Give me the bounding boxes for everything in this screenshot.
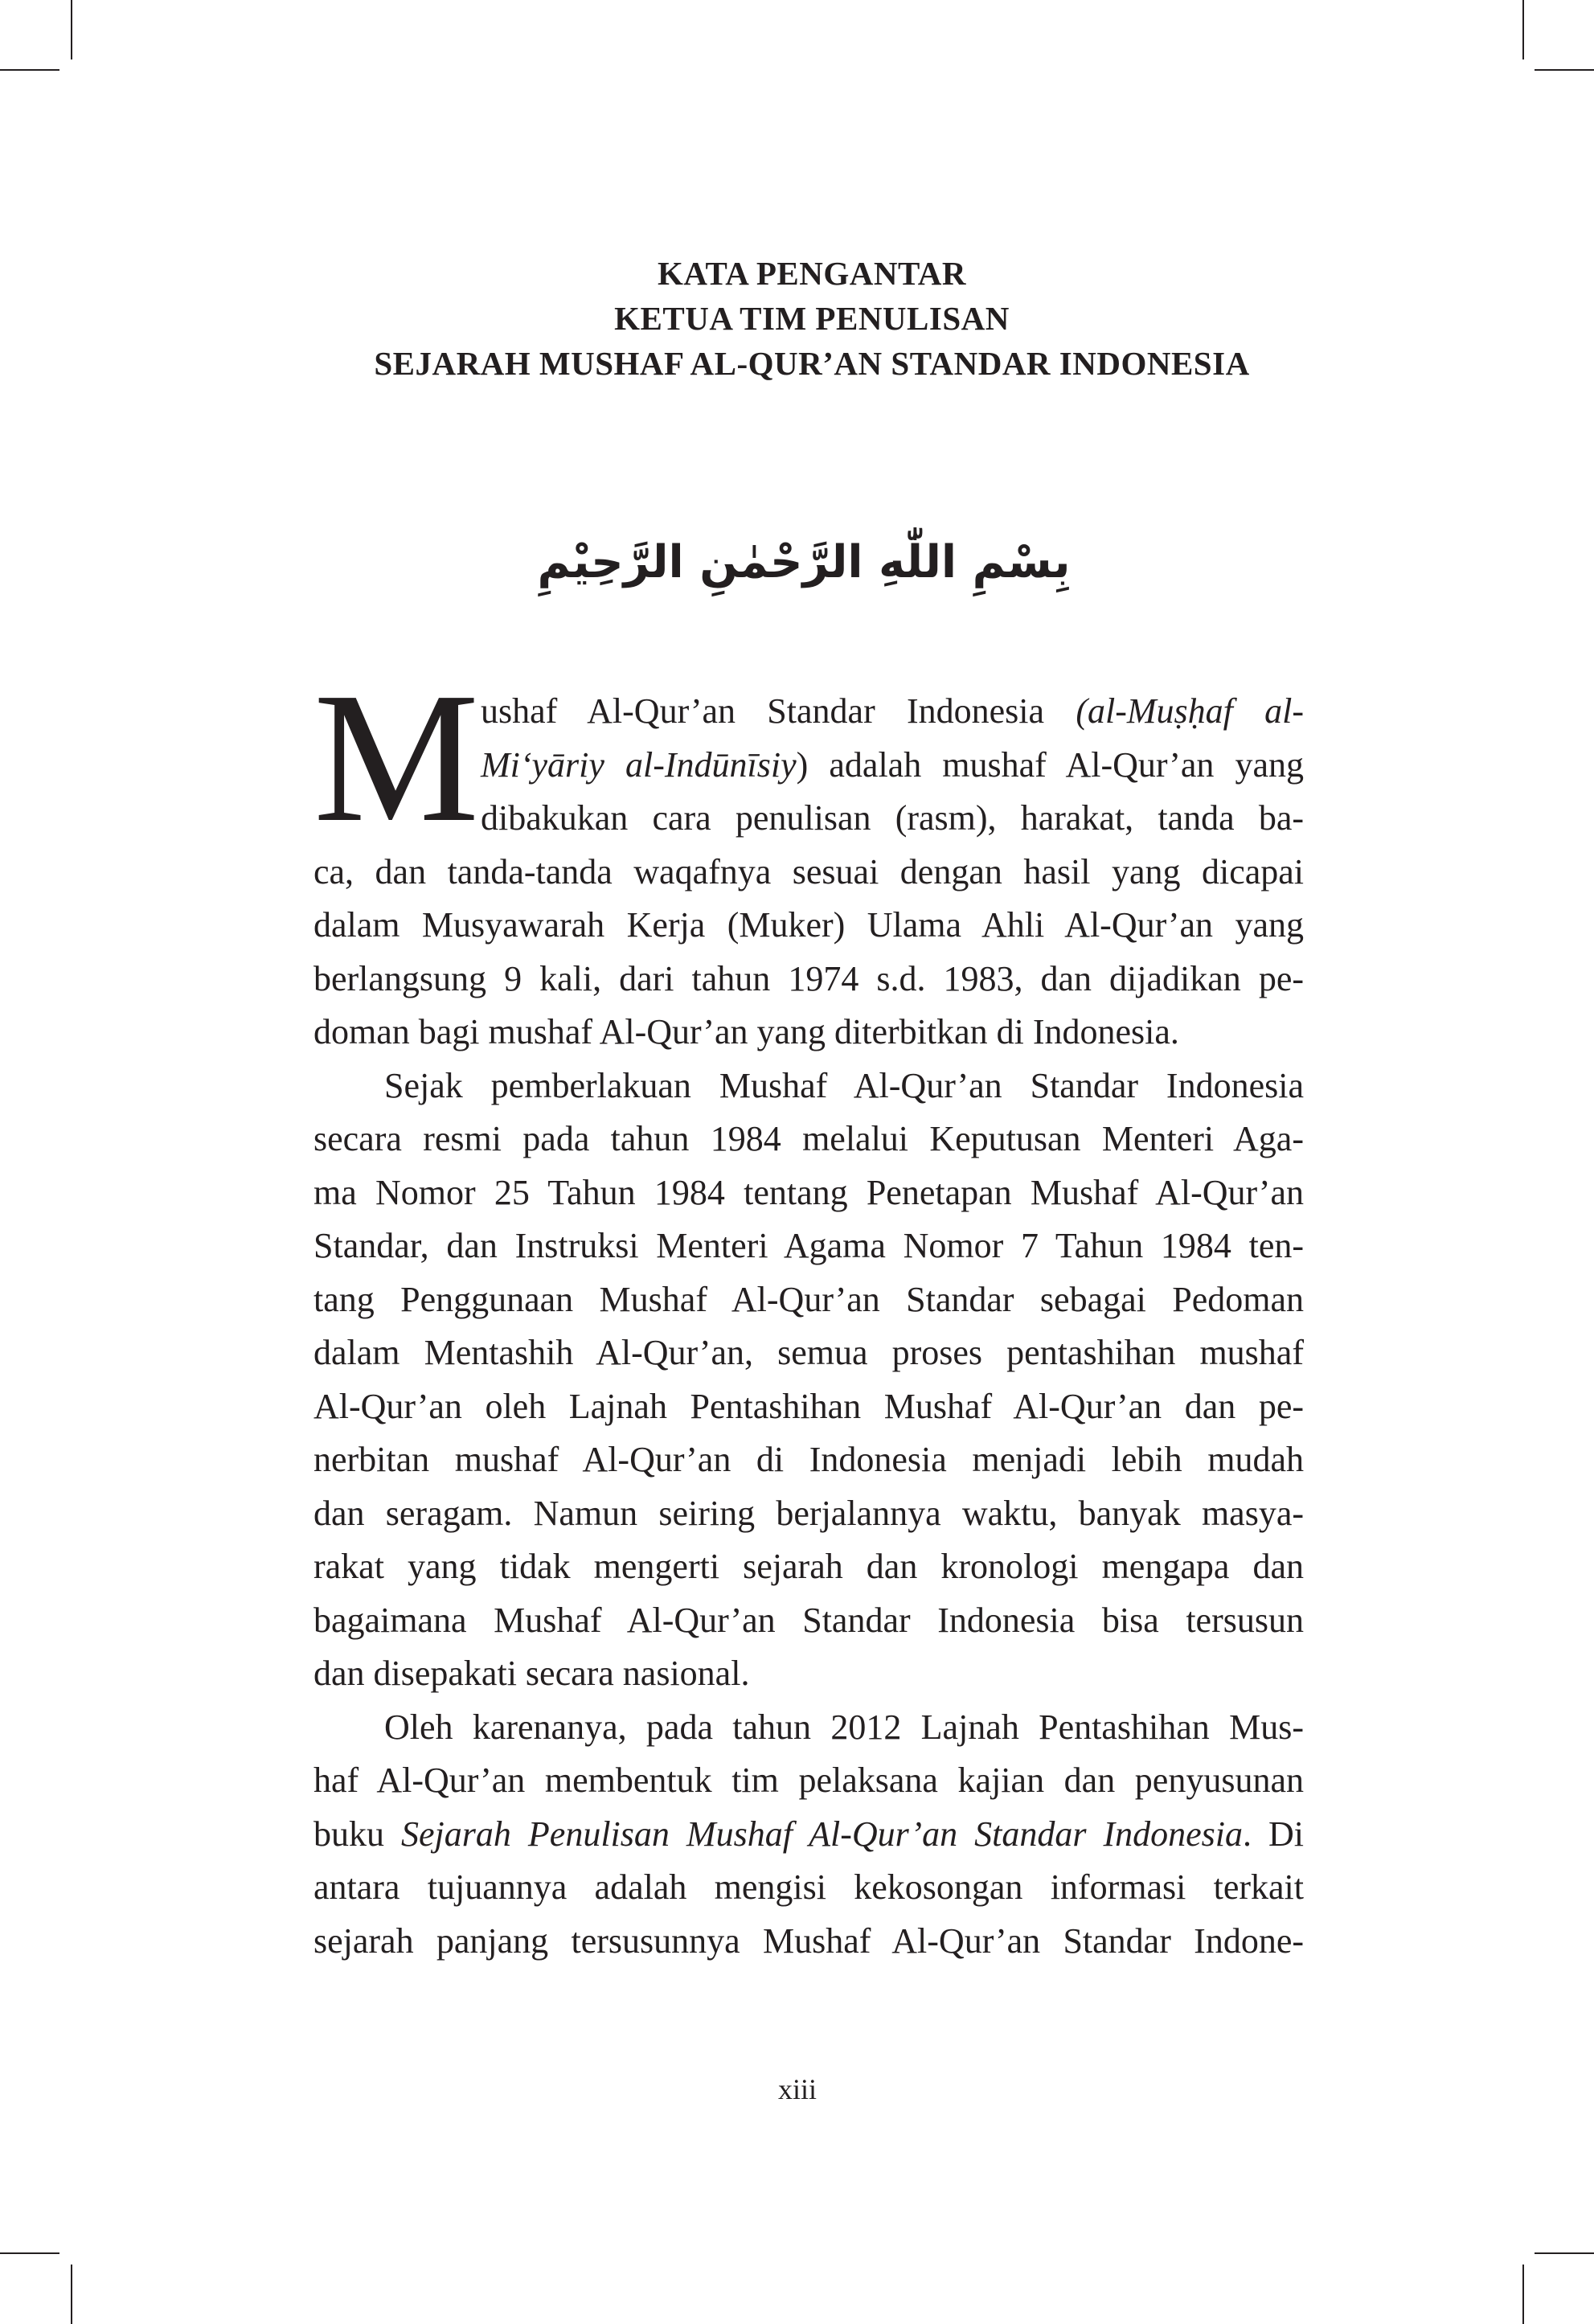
- paragraph-3-line-4: antara tujuannya adalah mengisi kekosongan informasi terkait: [313, 1867, 1304, 1907]
- basmalah-calligraphy: [537, 505, 1071, 613]
- basmalah-text: بِسْمِ اللّٰهِ الرَّحْمٰنِ الرَّحِيْمِ: [537, 536, 1071, 588]
- paragraph-2-line-8: nerbitan mushaf Al-Qur’an di Indonesia menjadi lebih mudah: [313, 1440, 1304, 1479]
- paragraph-2-line-1: Sejak pemberlakuan Mushaf Al-Qur’an Standar Indonesia: [384, 1065, 1304, 1105]
- paragraph-2-line-2: secara resmi pada tahun 1984 melalui Keputusan Menteri Aga-: [313, 1119, 1304, 1158]
- crop-mark: [0, 2252, 59, 2254]
- body-text: [313, 685, 1304, 1968]
- paragraph-2-line-9: dan seragam. Namun seiring berjalannya waktu, banyak masya-: [313, 1493, 1304, 1533]
- paragraph-1-line-1: ushaf Al-Qur’an Standar Indonesia (al-Muṣḥaf al-: [481, 691, 1304, 731]
- drop-cap: M: [313, 654, 480, 861]
- page-title: [313, 251, 1310, 386]
- paragraph-3-line-2: haf Al-Qur’an membentuk tim pelaksana kajian dan penyusunan: [313, 1760, 1304, 1800]
- paragraph-2-line-10: rakat yang tidak mengerti sejarah dan kronologi mengapa dan: [313, 1547, 1304, 1586]
- paragraph-2-line-6: dalam Mentashih Al-Qur’an, semua proses pentashihan mushaf: [313, 1333, 1304, 1372]
- crop-mark: [1535, 69, 1594, 71]
- paragraph-2-line-5: tang Penggunaan Mushaf Al-Qur’an Standar sebagai Pedoman: [313, 1279, 1304, 1319]
- paragraph-2-line-11: bagaimana Mushaf Al-Qur’an Standar Indonesia bisa tersusun: [313, 1600, 1304, 1640]
- crop-mark: [0, 69, 59, 71]
- crop-mark: [71, 0, 72, 59]
- paragraph-1-line-6: berlangsung 9 kali, dari tahun 1974 s.d. 1983, dan dijadikan pe-: [313, 958, 1304, 998]
- paragraph-2-line-4: Standar, dan Instruksi Menteri Agama Nomor 7 Tahun 1984 ten-: [313, 1226, 1304, 1265]
- paragraph-1-line-4: ca, dan tanda-tanda waqafnya sesuai dengan hasil yang dicapai: [313, 851, 1304, 891]
- crop-mark: [71, 2265, 72, 2324]
- paragraph-1-line-3: dibakukan cara penulisan (rasm), harakat, tanda ba-: [481, 798, 1304, 838]
- paragraph-2-line-3: ma Nomor 25 Tahun 1984 tentang Penetapan Mushaf Al-Qur’an: [313, 1172, 1304, 1212]
- title-line-3: SEJARAH MUSHAF AL-QUR’AN STANDAR INDONESIA: [374, 345, 1250, 382]
- paragraph-1-line-7: doman bagi mushaf Al-Qur’an yang diterbitkan di Indonesia.: [313, 1012, 1179, 1051]
- crop-mark: [1535, 2252, 1594, 2254]
- paragraph-2-line-12: dan disepakati secara nasional.: [313, 1654, 750, 1693]
- paragraph-1-line-2: Mi‘yāriy al-Indūnīsiy) adalah mushaf Al-Qur’an yang: [481, 744, 1304, 785]
- crop-mark: [1522, 2265, 1524, 2324]
- paragraph-1-line-5: dalam Musyawarah Kerja (Muker) Ulama Ahli Al-Qur’an yang: [313, 905, 1304, 945]
- paragraph-3-line-5: sejarah panjang tersusunnya Mushaf Al-Qur’an Standar Indone-: [313, 1920, 1304, 1961]
- paragraph-3-line-1: Oleh karenanya, pada tahun 2012 Lajnah Pentashihan Mus-: [384, 1707, 1304, 1747]
- page-number: xiii: [777, 2073, 817, 2105]
- paragraph-3-line-3: buku Sejarah Penulisan Mushaf Al-Qur’an Standar Indonesia. Di: [313, 1814, 1305, 1854]
- paragraph-2-line-7: Al-Qur’an oleh Lajnah Pentashihan Mushaf Al-Qur’an dan pe-: [313, 1386, 1304, 1426]
- title-line-1: KATA PENGANTAR: [658, 255, 966, 292]
- crop-mark: [1522, 0, 1524, 59]
- title-line-2: KETUA TIM PENULISAN: [614, 300, 1010, 337]
